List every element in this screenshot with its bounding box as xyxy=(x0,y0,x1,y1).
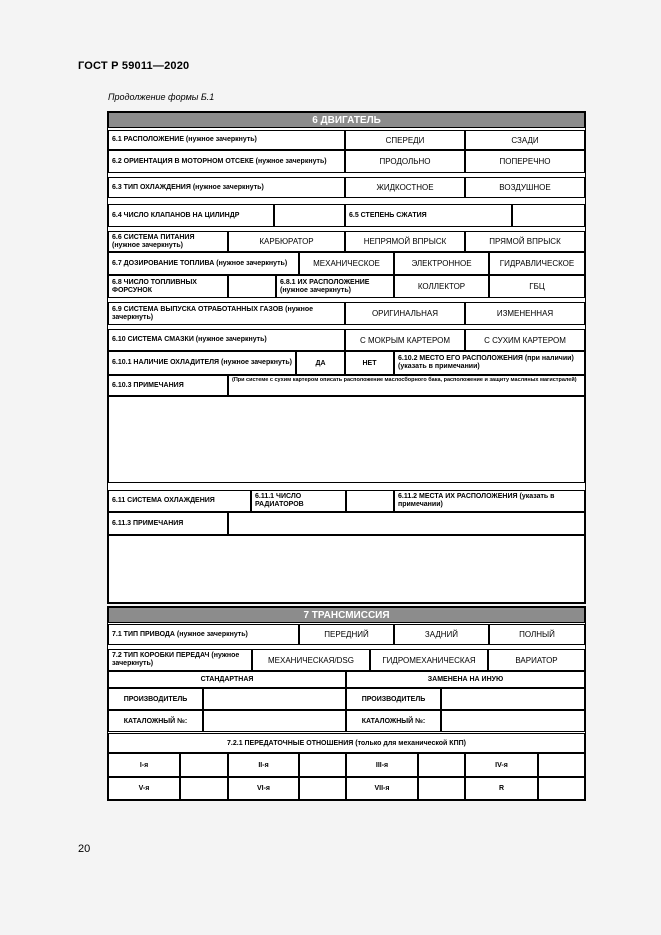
gear-label: IV-я xyxy=(465,753,538,777)
orientation-transverse-option[interactable]: ПОПЕРЕЧНО xyxy=(465,150,585,173)
gear-ratio-field[interactable] xyxy=(299,777,346,800)
cooling-type-label: 6.3 ТИП ОХЛАЖДЕНИЯ (нужное зачеркнуть) xyxy=(108,177,345,198)
transmission-section-title: 7 ТРАНСМИССИЯ xyxy=(108,607,585,623)
gear-ratio-field[interactable] xyxy=(180,777,228,800)
injectors-manifold-option[interactable]: КОЛЛЕКТОР xyxy=(394,275,489,298)
oil-cooler-no-option[interactable]: НЕТ xyxy=(345,351,394,375)
lubrication-notes-label: 6.10.3 ПРИМЕЧАНИЯ xyxy=(108,375,228,396)
engine-location-label: 6.1 РАСПОЛОЖЕНИЕ (нужное зачеркнуть) xyxy=(108,130,345,150)
lubrication-notes-hint xyxy=(228,375,585,396)
cooling-system-label: 6.11 СИСТЕМА ОХЛАЖДЕНИЯ xyxy=(108,490,251,512)
wet-sump-option[interactable]: С МОКРЫМ КАРТЕРОМ xyxy=(345,329,465,351)
gearbox-hydromechanical-option[interactable]: ГИДРОМЕХАНИЧЕСКАЯ xyxy=(370,649,488,671)
gear-label: V-я xyxy=(108,777,180,800)
oil-cooler-yes-option[interactable]: ДА xyxy=(296,351,345,375)
exhaust-original-option[interactable]: ОРИГИНАЛЬНАЯ xyxy=(345,302,465,325)
gear-label: R xyxy=(465,777,538,800)
gear-ratio-field[interactable] xyxy=(418,777,465,800)
gearbox-type-label: 7.2 ТИП КОРОБКИ ПЕРЕДАЧ (нужное зачеркнуть) xyxy=(108,649,252,671)
gear-ratio-field[interactable] xyxy=(299,753,346,777)
fuel-system-label: 6.6 СИСТЕМА ПИТАНИЯ (нужное зачеркнуть) xyxy=(108,231,228,252)
injectors-head-option[interactable]: ГБЦ xyxy=(489,275,585,298)
location-rear-option[interactable]: СЗАДИ xyxy=(465,130,585,150)
gearbox-manual-dsg-option[interactable]: МЕХАНИЧЕСКАЯ/DSG xyxy=(252,649,370,671)
exhaust-modified-option[interactable]: ИЗМЕНЕННАЯ xyxy=(465,302,585,325)
standard-catalog-number-label: КАТАЛОЖНЫЙ №: xyxy=(108,710,203,732)
radiators-location-label: 6.11.2 МЕСТА ИХ РАСПОЛОЖЕНИЯ (указать в примечании) xyxy=(394,490,585,512)
compression-ratio-label: 6.5 СТЕПЕНЬ СЖАТИЯ xyxy=(345,204,512,227)
metering-hydraulic-option[interactable]: ГИДРАВЛИЧЕСКОЕ xyxy=(489,252,585,275)
lubrication-notes-area[interactable] xyxy=(108,396,585,483)
replaced-catalog-number-field[interactable] xyxy=(441,710,585,732)
exhaust-system-label: 6.9 СИСТЕМА ВЫПУСКА ОТРАБОТАННЫХ ГАЗОВ (нужное зачеркнуть) xyxy=(108,302,345,325)
gear-label: I-я xyxy=(108,753,180,777)
gearbox-standard-header: СТАНДАРТНАЯ xyxy=(108,671,346,688)
cooling-notes-area[interactable] xyxy=(108,535,585,603)
drive-all-wheel-option[interactable]: ПОЛНЫЙ xyxy=(489,624,585,645)
gear-label: VII-я xyxy=(346,777,418,800)
fuel-injectors-count-label: 6.8 ЧИСЛО ТОПЛИВНЫХ ФОРСУНОК xyxy=(108,275,228,298)
orientation-longitudinal-option[interactable]: ПРОДОЛЬНО xyxy=(345,150,465,173)
drive-front-option[interactable]: ПЕРЕДНИЙ xyxy=(299,624,394,645)
compression-ratio-field[interactable] xyxy=(512,204,585,227)
fuel-direct-injection-option[interactable]: ПРЯМОЙ ВПРЫСК xyxy=(465,231,585,252)
gear-label: VI-я xyxy=(228,777,299,800)
drive-rear-option[interactable]: ЗАДНИЙ xyxy=(394,624,489,645)
radiators-count-label: 6.11.1 ЧИСЛО РАДИАТОРОВ xyxy=(251,490,346,512)
fuel-carburetor-option[interactable]: КАРБЮРАТОР xyxy=(228,231,345,252)
gearbox-cvt-option[interactable]: ВАРИАТОР xyxy=(488,649,585,671)
location-front-option[interactable]: СПЕРЕДИ xyxy=(345,130,465,150)
standard-number: ГОСТ Р 59011—2020 xyxy=(78,60,190,72)
engine-orientation-label: 6.2 ОРИЕНТАЦИЯ В МОТОРНОМ ОТСЕКЕ (нужное зачеркнуть) xyxy=(108,150,345,173)
gear-ratio-field[interactable] xyxy=(538,777,585,800)
drive-type-label: 7.1 ТИП ПРИВОДА (нужное зачеркнуть) xyxy=(108,624,299,645)
standard-catalog-number-field[interactable] xyxy=(203,710,346,732)
radiators-count-field[interactable] xyxy=(346,490,394,512)
form-continuation-note: Продолжение формы Б.1 xyxy=(108,92,215,102)
valves-per-cylinder-label: 6.4 ЧИСЛО КЛАПАНОВ НА ЦИЛИНДР xyxy=(108,204,274,227)
replaced-catalog-number-label: КАТАЛОЖНЫЙ №: xyxy=(346,710,441,732)
engine-section-title: 6 ДВИГАТЕЛЬ xyxy=(108,112,585,128)
cooling-notes-label: 6.11.3 ПРИМЕЧАНИЯ xyxy=(108,512,228,535)
lubrication-system-label: 6.10 СИСТЕМА СМАЗКИ (нужное зачеркнуть) xyxy=(108,329,345,351)
page-number: 20 xyxy=(78,843,91,855)
cooling-liquid-option[interactable]: ЖИДКОСТНОЕ xyxy=(345,177,465,198)
metering-electronic-option[interactable]: ЭЛЕКТРОННОЕ xyxy=(394,252,489,275)
injectors-location-label: 6.8.1 ИХ РАСПОЛОЖЕНИЕ (нужное зачеркнуть) xyxy=(276,275,394,298)
fuel-indirect-injection-option[interactable]: НЕПРЯМОЙ ВПРЫСК xyxy=(345,231,465,252)
oil-cooler-location-label: 6.10.2 МЕСТО ЕГО РАСПОЛОЖЕНИЯ (при наличии) (указать в примечании) xyxy=(394,351,585,375)
fuel-injectors-count-field[interactable] xyxy=(228,275,276,298)
replaced-manufacturer-field[interactable] xyxy=(441,688,585,710)
gearbox-replaced-header: ЗАМЕНЕНА НА ИНУЮ xyxy=(346,671,585,688)
gear-ratio-field[interactable] xyxy=(180,753,228,777)
cooling-notes-header-field xyxy=(228,512,585,535)
gear-ratio-field[interactable] xyxy=(538,753,585,777)
replaced-manufacturer-label: ПРОИЗВОДИТЕЛЬ xyxy=(346,688,441,710)
gear-ratios-header: 7.2.1 ПЕРЕДАТОЧНЫЕ ОТНОШЕНИЯ (только для механической КПП) xyxy=(108,733,585,753)
fuel-metering-label: 6.7 ДОЗИРОВАНИЕ ТОПЛИВА (нужное зачеркнуть) xyxy=(108,252,299,275)
dry-sump-option[interactable]: С СУХИМ КАРТЕРОМ xyxy=(465,329,585,351)
metering-mechanical-option[interactable]: МЕХАНИЧЕСКОЕ xyxy=(299,252,394,275)
valves-per-cylinder-field[interactable] xyxy=(274,204,345,227)
standard-manufacturer-field[interactable] xyxy=(203,688,346,710)
cooling-air-option[interactable]: ВОЗДУШНОЕ xyxy=(465,177,585,198)
lubrication-notes-hint-text: (При системе с сухим картером описать расположение маслосборного бака, расположение и защиту масляных магистралей) xyxy=(232,377,577,383)
standard-manufacturer-label: ПРОИЗВОДИТЕЛЬ xyxy=(108,688,203,710)
oil-cooler-presence-label: 6.10.1 НАЛИЧИЕ ОХЛАДИТЕЛЯ (нужное зачеркнуть) xyxy=(108,351,296,375)
gear-label: II-я xyxy=(228,753,299,777)
gear-ratio-field[interactable] xyxy=(418,753,465,777)
gear-label: III-я xyxy=(346,753,418,777)
